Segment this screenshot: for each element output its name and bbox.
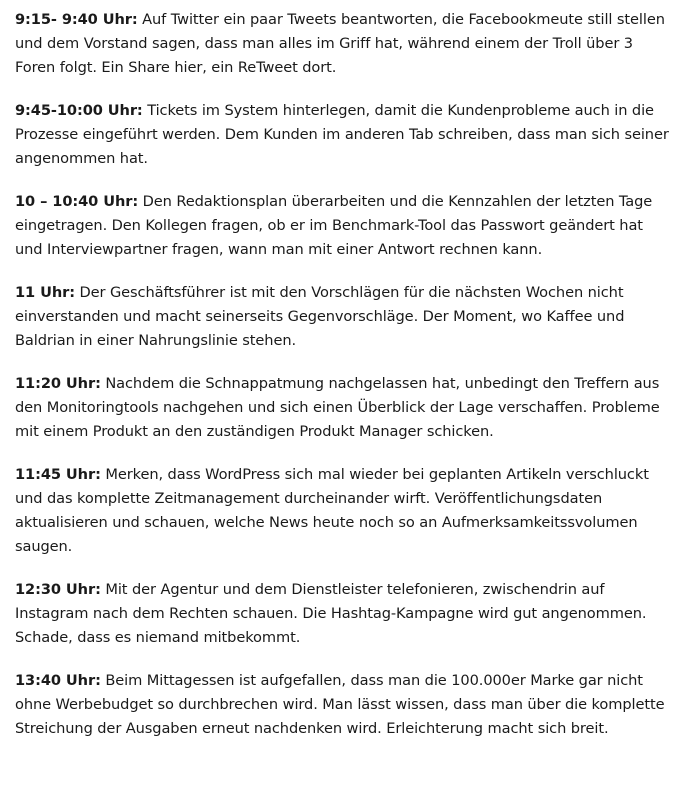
schedule-entry-1120 bbox=[15, 372, 673, 444]
schedule-entry-0945 bbox=[15, 99, 673, 171]
schedule-entry-1100 bbox=[15, 281, 673, 353]
entry-text: Merken, dass WordPress sich mal wieder bei geplanten Artikeln verschluckt und das komplette Zeitmanagement durcheinander wirft. Veröffentlichungsdaten aktualisieren und schauen, welche News heute noch so an Aufmerksamkeitssvolumen saugen. bbox=[15, 466, 649, 555]
entry-text: Tickets im System hinterlegen, damit die Kundenprobleme auch in die Prozesse eingeführt werden. Dem Kunden im anderen Tab schreiben, dass man sich seiner angenommen hat. bbox=[15, 102, 669, 167]
entry-time: 11 Uhr: bbox=[15, 284, 75, 301]
entry-time: 9:15- 9:40 Uhr: bbox=[15, 11, 138, 28]
entry-time: 13:40 Uhr: bbox=[15, 672, 101, 689]
schedule-entry-1230 bbox=[15, 578, 673, 650]
entry-time: 10 – 10:40 Uhr: bbox=[15, 193, 139, 210]
schedule-entry-0915 bbox=[15, 8, 673, 80]
schedule-entry-1000 bbox=[15, 190, 673, 262]
entry-time: 9:45-10:00 Uhr: bbox=[15, 102, 143, 119]
entry-text: Nachdem die Schnappatmung nachgelassen hat, unbedingt den Treffern aus den Monitoringtools nachgehen und sich einen Überblick der Lage verschaffen. Probleme mit einem Produkt an den zuständigen Produkt Manager schicken. bbox=[15, 375, 660, 440]
entry-time: 11:20 Uhr: bbox=[15, 375, 101, 392]
schedule-entry-1145 bbox=[15, 463, 673, 559]
entry-text: Auf Twitter ein paar Tweets beantworten, die Facebookmeute still stellen und dem Vorstand sagen, dass man alles im Griff hat, während einem der Troll über 3 Foren folgt. Ein Share hier, ein ReTweet dort. bbox=[15, 11, 665, 76]
entry-time: 12:30 Uhr: bbox=[15, 581, 101, 598]
entry-text: Den Redaktionsplan überarbeiten und die Kennzahlen der letzten Tage eingetragen. Den Kollegen fragen, ob er im Benchmark-Tool das Passwort geändert hat und Interviewpartner fragen, wann man mit einer Antwort rechnen kann. bbox=[15, 193, 653, 258]
entry-text: Mit der Agentur und dem Dienstleister telefonieren, zwischendrin auf Instagram nach dem Rechten schauen. Die Hashtag-Kampagne wird gut angenommen. Schade, dass es niemand mitbekommt. bbox=[15, 581, 647, 646]
entry-text: Beim Mittagessen ist aufgefallen, dass man die 100.000er Marke gar nicht ohne Werbebudget so durchbrechen wird. Man lässt wissen, dass man über die komplette Streichung der Ausgaben erneut nachdenken wird. Erleichterung macht sich breit. bbox=[15, 672, 665, 737]
schedule-entry-1340 bbox=[15, 669, 673, 741]
entry-time: 11:45 Uhr: bbox=[15, 466, 101, 483]
entry-text: Der Geschäftsführer ist mit den Vorschlägen für die nächsten Wochen nicht einverstanden und macht seinerseits Gegenvorschläge. Der Moment, wo Kaffee und Baldrian in einer Nahrungslinie stehen. bbox=[15, 284, 625, 349]
